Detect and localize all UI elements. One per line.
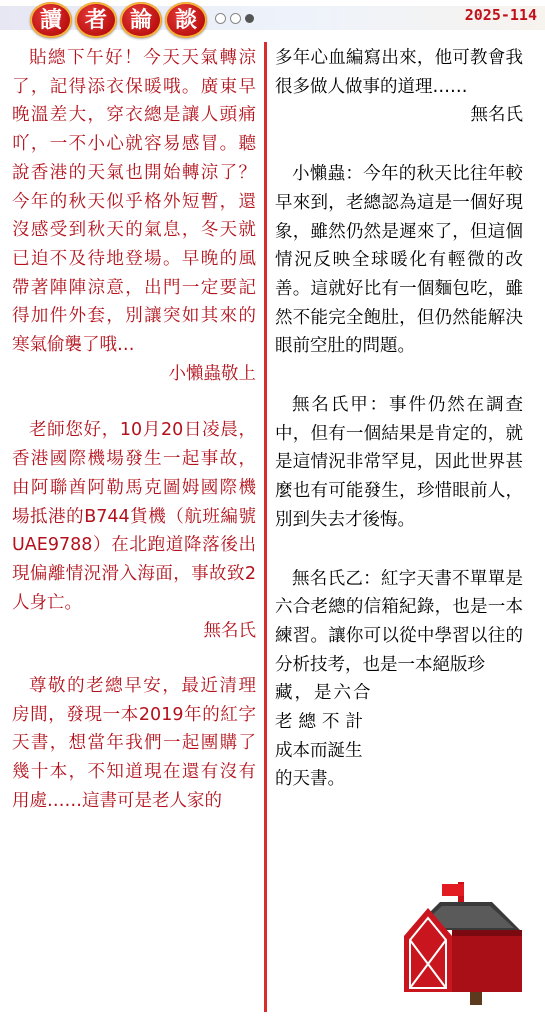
reply-1-body: 小懶蟲：今年的秋天比往年較早來到，老總認為這是一個好現象，雖然仍然是遲來了，但這個情況反映全球暖化有輕微的改善。這就好比有一個麵包吃，雖然不能完全飽肚，但仍然能解決眼前空肚的問題。 xyxy=(275,164,523,357)
title-char-4: 談 xyxy=(165,2,207,38)
letter-2-signature: 無名氏 xyxy=(203,621,256,642)
header-bar xyxy=(0,0,545,44)
decorative-dots xyxy=(215,13,254,24)
dot-icon xyxy=(245,14,254,23)
reply-3-body: 無名氏乙：紅字天書不單單是六合老總的信箱紀錄，也是一本練習。讓你可以從中學習以往的分析技考，也是一本絕版珍 xyxy=(275,568,523,675)
circle-icon xyxy=(230,13,241,24)
letter-1-signature: 小懶蟲敬上 xyxy=(168,363,256,384)
reply-3-tail-line: 藏，是六合 xyxy=(275,683,373,704)
reply-2-body: 無名氏甲：事件仍然在調查中，但有一個結果是肯定的，就是這情況非常罕見，因此世界甚麼也有可能發生，珍惜眼前人，別到失去才後悔。 xyxy=(275,395,523,530)
title-char-1: 讀 xyxy=(30,2,72,38)
letter-2-body: 老師您好，10月20日凌晨，香港國際機場發生一起事故，由阿聯酋阿勒馬克圖姆國際機場抵港的B744貨機（航班編號UAE9788）在北跑道降落後出現偏離情況滑入海面，事故致2人身亡。 xyxy=(12,420,256,613)
circle-icon xyxy=(215,13,226,24)
mailbox-illustration xyxy=(400,880,530,1005)
column-divider xyxy=(264,42,267,1012)
reply-3-tail-line: 的天書。 xyxy=(275,769,345,790)
title-char-2: 者 xyxy=(75,2,117,38)
title-char-3: 論 xyxy=(120,2,162,38)
section-title xyxy=(30,2,207,38)
right-column xyxy=(275,44,523,794)
letter-3-signature: 無名氏 xyxy=(470,105,523,126)
issue-number: 2025-114 xyxy=(464,6,537,24)
letter-1-body: 貼總下午好！今天天氣轉涼了，記得添衣保暖哦。廣東早晚溫差大，穿衣總是讓人頭痛吖，一不小心就容易感冒。聽說香港的天氣也開始轉涼了？今年的秋天似乎格外短暫，還沒感受到秋天的氣息，冬天就已迫不及待地登場。早晚的風帶著陣陣涼意，出門一定要記得加件外套，別讓突如其來的寒氣偷襲了哦… xyxy=(12,48,256,356)
reply-3-tail-line: 老總不計 xyxy=(275,712,369,733)
letter-3-body: 尊敬的老總早安，最近清理房間，發現一本2019年的紅字天書，想當年我們一起團購了幾十本，不知道現在還有沒有用處……這書可是老人家的 xyxy=(12,676,256,811)
left-column xyxy=(12,44,256,816)
letter-3-continued: 多年心血編寫出來，他可教會我很多做人做事的道理…… xyxy=(275,48,523,97)
reply-3-tail-line: 成本而誕生 xyxy=(275,740,363,761)
reply-3-tail xyxy=(275,679,393,794)
